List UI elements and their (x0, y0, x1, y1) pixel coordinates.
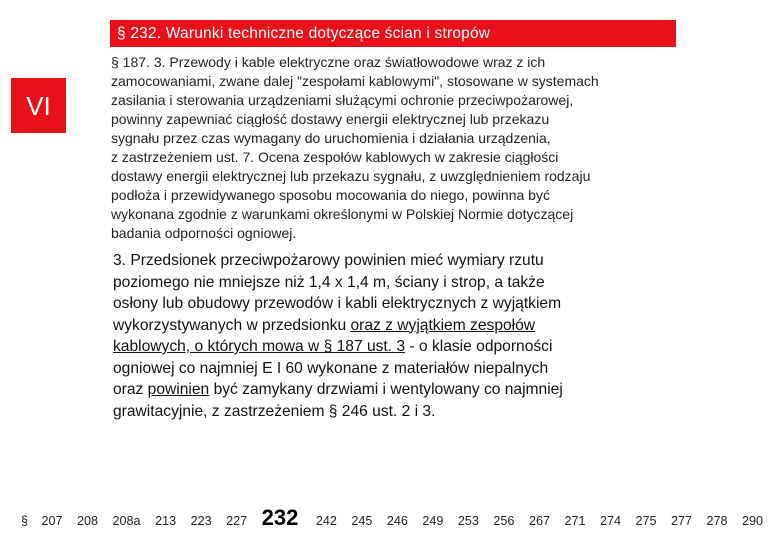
section-link[interactable]: 242 (315, 514, 337, 528)
paragraph-line: ogniowej co najmniej E I 60 wykonane z materiałów niepalnych (113, 359, 549, 377)
text-segment: wykorzystywanych w przedsionku (113, 316, 351, 334)
section-link[interactable]: 253 (457, 514, 479, 528)
chapter-label: VI (26, 91, 51, 121)
section-link[interactable]: 290 (742, 514, 764, 528)
section-link[interactable]: 207 (41, 514, 63, 528)
section-link[interactable]: 275 (635, 514, 657, 528)
section-navigation (21, 506, 774, 533)
paragraph-line: sygnału przez czas wymagany do uruchomienia i działania urządzenia, (111, 130, 551, 146)
quoted-regulation-paragraph (111, 53, 691, 243)
paragraph-line: dostawy energii elektrycznej lub przekazu sygnału, z uwzględnieniem rodzaju (111, 168, 591, 184)
underlined-amendment: kablowych, o których mowa w § 187 ust. 3 (113, 338, 406, 355)
section-title-bar (110, 20, 676, 47)
underlined-amendment: powinien (147, 381, 210, 398)
section-link[interactable]: 267 (528, 514, 550, 528)
text-segment: oraz (113, 381, 148, 398)
section-link[interactable]: 223 (190, 514, 212, 528)
paragraph-line: badania odporności ogniowej. (111, 225, 297, 241)
paragraph-line (113, 379, 693, 401)
paragraph-line: podłoża i przewidywanego sposobu mocowania do niego, powinna być (111, 187, 550, 203)
text-segment: - o klasie odporności (405, 338, 553, 355)
section-symbol: § (21, 514, 29, 528)
text-segment: być zamykany drzwiami i wentylowany co najmniej (209, 381, 563, 398)
section-link[interactable]: 256 (493, 514, 515, 528)
section-link[interactable]: 277 (671, 514, 693, 528)
section-title: § 232. Warunki techniczne dotyczące ścian i stropów (117, 25, 491, 42)
paragraph-line: 3. Przedsionek przeciwpożarowy powinien mieć wymiary rzutu (113, 252, 544, 269)
paragraph-line (113, 336, 693, 358)
section-link[interactable]: 245 (351, 514, 373, 528)
paragraph-line: powinny zapewniać ciągłość dostawy energii elektrycznej lub przekazu (111, 111, 550, 127)
paragraph-line: grawitacyjnie, z zastrzeżeniem § 246 ust. 2 i 3. (113, 402, 436, 420)
section-link[interactable]: 213 (155, 514, 177, 528)
underlined-amendment: oraz z wyjątkiem zespołów (350, 316, 536, 334)
paragraph-line: z zastrzeżeniem ust. 7. Ocena zespołów kablowych w zakresie ciągłości (111, 149, 559, 165)
chapter-badge (11, 78, 66, 133)
main-regulation-paragraph (113, 250, 693, 422)
paragraph-line: zasilania i sterowania urządzeniami służącymi ochronie przeciwpożarowej, (111, 92, 574, 108)
paragraph-line: poziomego nie mniejsze niż 1,4 x 1,4 m, ściany i strop, a także (113, 273, 545, 291)
paragraph-line: wykonana zgodnie z warunkami określonymi w Polskiej Normie dotyczącej (111, 206, 574, 222)
current-section: 232 (261, 505, 299, 530)
section-link[interactable]: 227 (226, 514, 248, 528)
section-link[interactable]: 208a (112, 514, 141, 528)
paragraph-line (113, 315, 693, 337)
paragraph-line: § 187. 3. Przewody i kable elektryczne oraz światłowodowe wraz z ich (111, 54, 546, 70)
section-link[interactable]: 246 (386, 514, 408, 528)
paragraph-line: zamocowaniami, zwane dalej "zespołami kablowymi", stosowane w systemach (111, 73, 599, 89)
section-link[interactable]: 249 (422, 514, 444, 528)
section-link[interactable]: 271 (564, 514, 586, 528)
section-link[interactable]: 274 (599, 514, 621, 528)
paragraph-line: osłony lub obudowy przewodów i kabli elektrycznych z wyjątkiem (113, 295, 562, 312)
section-link[interactable]: 278 (706, 514, 728, 528)
section-link[interactable]: 208 (77, 514, 99, 528)
